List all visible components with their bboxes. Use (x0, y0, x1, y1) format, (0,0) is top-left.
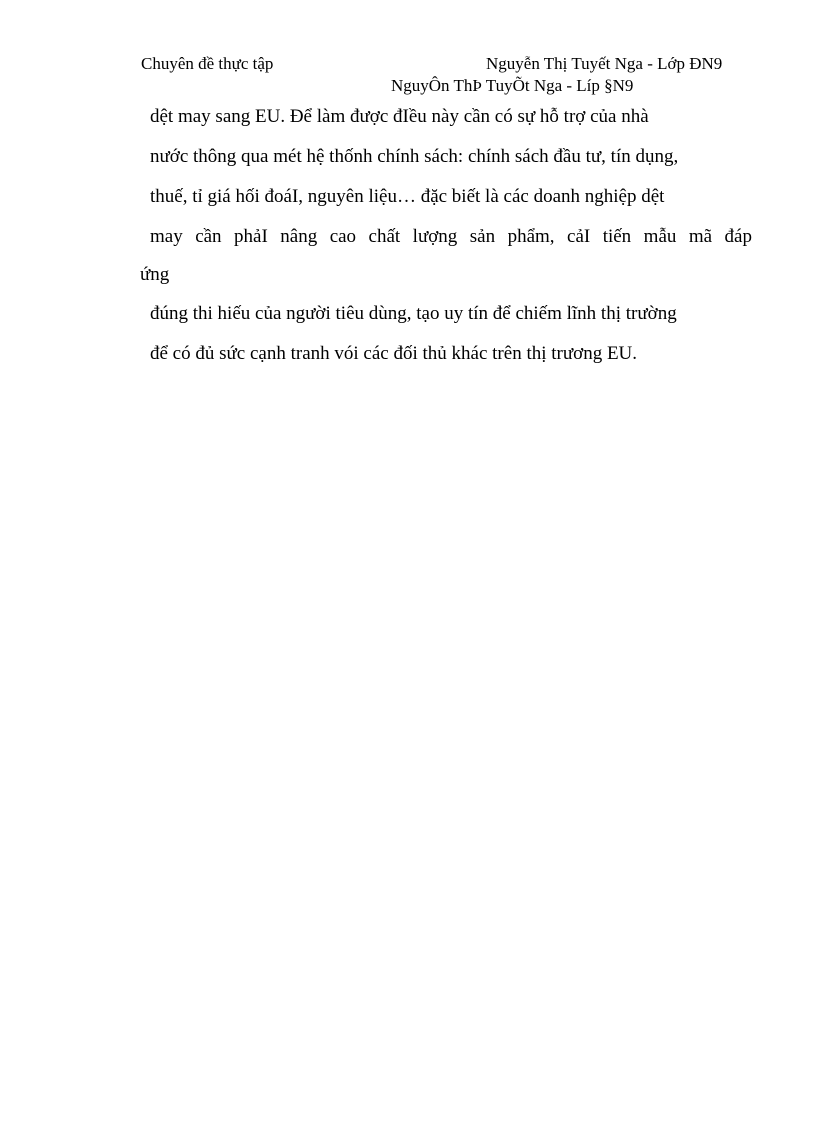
paragraph-line: đúng thi hiếu của người tiêu dùng, tạo uy tín để chiếm lĩnh thị trường (150, 303, 677, 324)
header-title: Chuyên đề thực tập (141, 54, 274, 73)
paragraph-line: thuế, tỉ giá hối đoáI, nguyên liệu… đặc biết là các doanh nghiệp dệt (150, 186, 665, 207)
paragraph-line: để có đủ sức cạnh tranh vói các đối thủ khác trên thị trương EU. (150, 343, 638, 364)
paragraph-line: may cần phảI nâng cao chất lượng sản phẩm, cảI tiến mẫu mã đáp (150, 226, 752, 247)
paragraph-line: ứng (140, 264, 170, 285)
header-author: Nguyễn Thị Tuyết Nga - Lớp ĐN9 (486, 54, 723, 73)
paragraph-line: dệt may sang EU. Để làm được đIều này cần có sự hỗ trợ của nhà (150, 106, 649, 127)
paragraph-line: nước thông qua mét hệ thốnh chính sách: chính sách đầu tư, tín dụng, (150, 146, 679, 167)
header-author-legacy-encoding: NguyÔn ThÞ TuyÕt Nga - Líp §N9 (391, 76, 634, 95)
